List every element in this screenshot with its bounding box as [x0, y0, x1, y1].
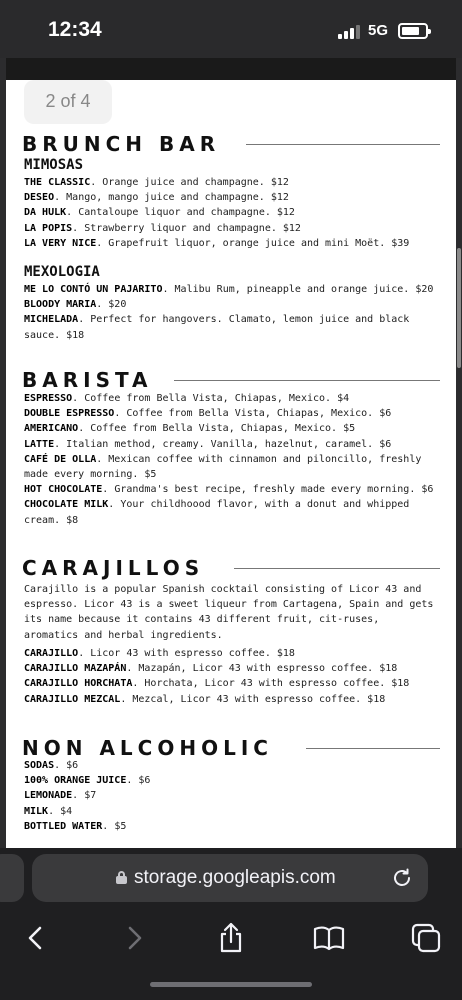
list-item — [24, 205, 442, 220]
list-item — [24, 804, 442, 819]
section-title-barista: BARISTA — [22, 368, 153, 392]
item-desc: . Mazapán, Licor 43 with espresso coffee. $18 — [126, 663, 398, 675]
list-item — [24, 692, 442, 707]
item-name: LEMONADE — [24, 790, 73, 802]
list-item — [24, 773, 442, 788]
list-item — [24, 758, 442, 773]
item-name: ESPRESSO — [24, 393, 73, 404]
network-type: 5G — [368, 22, 389, 39]
list-item — [24, 391, 442, 406]
item-desc: . Coffee from Bella Vista, Chiapas, Mexico. $5 — [78, 423, 356, 435]
divider — [246, 144, 440, 145]
list-item — [24, 236, 442, 251]
previous-page-edge — [6, 58, 456, 80]
item-name: HOT CHOCOLATE — [24, 484, 103, 496]
item-name: CARAJILLO MEZCAL — [24, 693, 121, 705]
list-item — [24, 221, 442, 236]
forward-icon[interactable] — [116, 920, 152, 956]
item-name: 100% ORANGE JUICE — [24, 775, 127, 787]
list-item — [24, 482, 442, 497]
item-desc: . Malibu Rum, pineapple and orange juice. $20 — [162, 284, 434, 295]
item-desc: . Grandma's best recipe, freshly made every morning. $6 — [102, 484, 434, 496]
section-title-carajillos: CARAJILLOS — [22, 556, 205, 580]
document-viewer[interactable] — [0, 58, 462, 848]
address-bar[interactable] — [32, 854, 428, 902]
battery-icon — [398, 23, 428, 39]
item-name: LA VERY NICE — [24, 237, 97, 249]
previous-tab[interactable] — [0, 854, 24, 902]
home-indicator[interactable] — [150, 982, 312, 987]
item-name: THE CLASSIC — [24, 177, 91, 188]
item-desc: . $20 — [96, 299, 127, 311]
item-desc: . Italian method, creamy. Vanilla, hazelnut, caramel. $6 — [54, 438, 392, 450]
list-item — [24, 297, 442, 312]
browser-toolbar — [0, 848, 462, 1000]
item-desc: . Your childhoood flavor, with a donut and whipped cream. $8 — [24, 499, 410, 526]
item-name: CARAJILLO — [24, 648, 79, 659]
carajillos-list — [24, 646, 442, 707]
list-item — [24, 788, 442, 803]
list-item — [24, 497, 442, 527]
list-item — [24, 819, 442, 834]
item-desc: . Mexican coffee with cinnamon and piloncillo, freshly made every morning. $5 — [24, 453, 422, 481]
item-name: CARAJILLO HORCHATA — [24, 678, 133, 690]
item-desc: . Horchata, Licor 43 with espresso coffee. $18 — [132, 678, 410, 690]
divider — [234, 568, 440, 569]
item-name: MILK — [24, 805, 49, 817]
item-desc: . $5 — [102, 820, 127, 832]
item-name: LATTE — [24, 438, 55, 450]
reload-icon[interactable] — [390, 866, 414, 890]
list-item — [24, 282, 442, 297]
signal-icon — [338, 25, 362, 39]
subsection-title-mexologia: MEXOLOGIA — [24, 264, 100, 280]
item-desc: . $7 — [72, 790, 97, 802]
bookmarks-icon[interactable] — [311, 920, 347, 956]
item-name: BOTTLED WATER — [24, 820, 103, 832]
list-item — [24, 406, 442, 421]
mimosas-list — [24, 175, 442, 251]
item-name: CHOCOLATE MILK — [24, 499, 109, 511]
item-desc: . Mango, mango juice and champagne. $12 — [54, 192, 289, 204]
list-item — [24, 676, 442, 691]
item-name: BLOODY MARIA — [24, 299, 97, 311]
subsection-title-mimosas: MIMOSAS — [24, 157, 84, 173]
list-item — [24, 437, 442, 452]
barista-list — [24, 391, 442, 528]
item-name: DOUBLE ESPRESSO — [24, 408, 115, 420]
menu-page — [6, 80, 456, 848]
section-title-non-alcoholic: NON ALCOHOLIC — [22, 736, 273, 760]
list-item — [24, 175, 442, 190]
item-desc: . $6 — [126, 775, 151, 787]
item-desc: . $4 — [48, 805, 73, 817]
item-desc: . $6 — [54, 760, 79, 771]
item-name: AMERICANO — [24, 423, 79, 435]
status-bar — [0, 0, 462, 58]
item-desc: . Mezcal, Licor 43 with espresso coffee. $18 — [120, 693, 386, 705]
item-desc: . Licor 43 with espresso coffee. $18 — [78, 648, 295, 659]
item-desc: . Strawberry liquor and champagne. $12 — [72, 222, 301, 234]
item-name: CARAJILLO MAZAPÁN — [24, 663, 127, 675]
list-item — [24, 646, 442, 661]
tabs-icon[interactable] — [408, 920, 444, 956]
scrollbar[interactable] — [457, 248, 461, 368]
item-desc: . Coffee from Bella Vista, Chiapas, Mexico. $4 — [72, 393, 350, 404]
item-name: LA POPIS — [24, 222, 73, 234]
list-item — [24, 661, 442, 676]
status-time: 12:34 — [48, 18, 102, 41]
item-desc: . Coffee from Bella Vista, Chiapas, Mexico. $6 — [114, 408, 392, 420]
lock-icon — [116, 871, 127, 884]
mexologia-list — [24, 282, 442, 343]
divider — [306, 748, 440, 749]
item-name: SODAS — [24, 760, 55, 771]
item-name: ME LO CONTÓ UN PAJARITO — [24, 284, 163, 295]
item-desc: . Orange juice and champagne. $12 — [90, 177, 289, 188]
list-item — [24, 312, 442, 342]
item-desc: . Perfect for hangovers. Clamato, lemon juice and black sauce. $18 — [24, 314, 410, 341]
item-name: DESEO — [24, 192, 55, 204]
item-name: CAFÉ DE OLLA — [24, 453, 97, 465]
item-desc: . Grapefruit liquor, orange juice and mini Moët. $39 — [96, 237, 410, 249]
list-item — [24, 452, 442, 482]
carajillos-intro: Carajillo is a popular Spanish cocktail consisting of Licor 43 and espresso. Licor 43 is a sweet liqueur from Cartagena, Spain and gets its name because it contains 43 different fruit, cit-ruses, aromatics and herbal ingredients. — [24, 584, 434, 641]
share-icon[interactable] — [213, 920, 249, 956]
item-name: MICHELADA — [24, 314, 79, 326]
back-icon[interactable] — [18, 920, 54, 956]
divider — [174, 380, 440, 381]
non-alcoholic-list — [24, 758, 442, 834]
url-text[interactable]: storage.googleapis.com — [134, 867, 336, 888]
section-title-brunch-bar: BRUNCH BAR — [22, 132, 221, 156]
item-desc: . Cantaloupe liquor and champagne. $12 — [66, 207, 295, 219]
page-indicator: 2 of 4 — [24, 80, 112, 124]
item-name: DA HULK — [24, 207, 67, 219]
list-item — [24, 190, 442, 205]
list-item — [24, 421, 442, 436]
